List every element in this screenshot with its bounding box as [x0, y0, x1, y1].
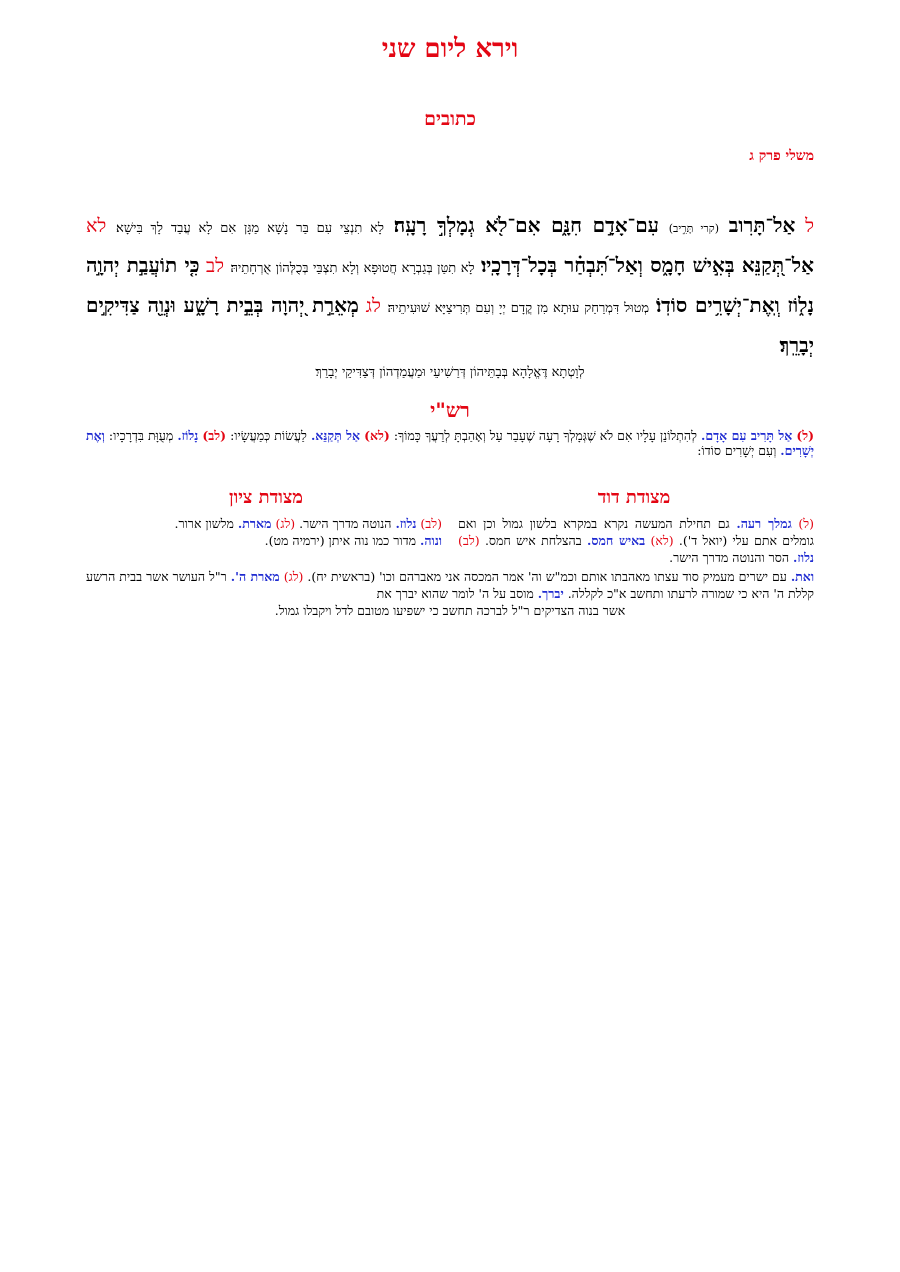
- verse-text: כִּ֤י תוֹעֲבַ֣ת יְהוָ֣ה נָל֑וֹז וְֽאֶת־יְשָׁרִ֥ים סוֹדֽוֹ׃: [86, 253, 815, 317]
- comment-text: לַעֲשׂוֹת כְּמַעֲשָׂיו:: [230, 428, 307, 443]
- page-title: וירא ליום שני: [381, 34, 519, 64]
- comment-number: (לב): [202, 428, 227, 443]
- rashi-commentary: [86, 428, 814, 458]
- rashi-title: רש"י: [430, 398, 470, 422]
- metzudat-david-commentary: [458, 515, 814, 566]
- comment-number: (לב): [458, 533, 480, 548]
- section-title: כתובים: [424, 108, 476, 130]
- comment-text: גם תחילת המעשה נקרא במקרא בלשון גמול וכן ואם גומלים אתם עלי (יואל ד').: [458, 516, 814, 548]
- metzudat-zion-commentary: [86, 515, 442, 549]
- comment-text: מדור כמו נוה איתן (ירמיה מט).: [264, 533, 416, 548]
- verse-text: מְאֵרַ֣ת יְ֭הוָה בְּבֵ֣ית רָשָׁ֑ע וּנְוֵ֖ה צַדִּיקִ֣ים יְבָרֵֽךְ׃: [86, 293, 814, 357]
- comment-number: (לג): [275, 516, 296, 531]
- comment-heading: ונוה.: [419, 533, 442, 548]
- verse-number: לב: [205, 255, 225, 277]
- comment-text: ר"ל העושר אשר בבית הרשע קללת ה' היא כי שמורה לרעתו ותחשב א"כ לקללה.: [86, 569, 814, 601]
- comment-heading: גמלך רעה.: [736, 516, 792, 531]
- comment-number: (ל): [798, 516, 814, 531]
- verses-block: [86, 207, 814, 365]
- comment-text: אשר בנוה הצדיקים ר"ל לברכה תחשב כי ישפיעו מטובם לדל ויקבלו גמול.: [274, 603, 626, 618]
- verse-text: עִם־אָדָ֣ם חִנָּ֑ם אִם־לֹ֖א גְמָלְךָ֣ רָעָֽה׃: [393, 213, 660, 237]
- chapter-heading: משלי פרק ג: [749, 148, 814, 164]
- comment-heading: נלוז.: [395, 516, 417, 531]
- targum-text: לָא תִנְצֵי עִם בַּר נָשָׁא מַגָּן אִם לָא עֲבַד לָךְ בִּישָׁא׃: [116, 221, 384, 236]
- targum-text: לָא תִטַּן בְּגַבְרָא חֲטוּפָא וְלָא תִצְבֵּי בְּכֻלְּהוֹן אֻרְחָתֵיהּ׃: [230, 261, 475, 276]
- verse-number: לא: [86, 215, 107, 237]
- comment-text: מוסב על ה' לומר שהוא יברך את: [376, 586, 534, 601]
- comment-number: (ל): [796, 428, 815, 443]
- qere-note: (קרי תָּרִ֣יב): [668, 222, 719, 235]
- comment-heading: נלוז.: [793, 550, 814, 565]
- targum-text: מְטוּל דִּמְרַחַק עוּתָא מִן קֳדָם יְיָ וְעִם תְּרִיצַיָּא שׁוּעִיתֵיהּ׃: [387, 301, 650, 316]
- comment-heading: נָלוֹז.: [177, 428, 199, 443]
- comment-number: (לב): [420, 516, 442, 531]
- verse-text: אַל־תָּרִוב: [728, 213, 796, 237]
- comment-text: בהצלחת איש חמס.: [484, 533, 582, 548]
- comment-number: (לג): [283, 569, 304, 584]
- comment-text: מְעֻוָּת בִּדְרָכָיו:: [108, 428, 174, 443]
- verse-number: לג: [365, 295, 381, 317]
- comment-heading: מארת ה'.: [230, 569, 280, 584]
- comment-heading: אַל תְּקַנֵּא.: [310, 428, 360, 443]
- metzudat-david-title: מצודת דוד: [597, 487, 671, 508]
- comment-heading: אַל תָּרִיב עִם אָדָם.: [700, 428, 793, 443]
- verse-text: אַל־תְּ֭קַנֵּא בְּאִ֣ישׁ חָמָ֑ס וְאַל־תִּ֝בְחַ֗ר בְּכָל־דְּרָכָֽיו׃: [481, 253, 814, 277]
- comment-text: וְעִם יְשָׁרִים סוֹדוֹ:: [697, 443, 777, 458]
- comment-number: (לא): [364, 428, 390, 443]
- comment-text: מלשון ארור.: [174, 516, 234, 531]
- comment-heading: מארת.: [237, 516, 272, 531]
- verse-number: ל: [805, 215, 814, 237]
- comment-heading: וְאֶת יְשָׁרִים.: [86, 428, 814, 458]
- metzudat-zion-title: מצודת ציון: [229, 487, 303, 508]
- comment-text: לְהִתְלוֹנֵן עָלָיו אִם לֹא שֶׁגְּמָלְךָ רָעָה שֶׁעָבַר עַל וְאָהַבְתָּ לְרֵעֲךָ כָּמוֹךָ:: [393, 428, 697, 443]
- comment-heading: יברך.: [537, 586, 564, 601]
- comment-heading: ואת.: [790, 569, 815, 584]
- metzudat-david-continuation: [86, 568, 814, 619]
- comment-number: (לא): [650, 533, 674, 548]
- comment-text: עם ישרים מעמיק סוד עצתו מאהבתו אותם וכמ"ש וה' אמר המכסה אני מאברהם וכו' (בראשית יח).: [307, 569, 787, 584]
- comment-text: הנוטה מדרך הישר.: [299, 516, 392, 531]
- comment-text: הסר והנוטה מדרך הישר.: [669, 550, 790, 565]
- targum-last-line: לְוָטְתָא דֶּאֱלָהָא בְּבָתֵּיהוֹן דְּרַשִׁיעֵי וּמַעֲמַדְהוֹן דְּצַדִּיקֵי יְבָרֵךְ׃: [315, 365, 585, 380]
- comment-heading: באיש חמס.: [587, 533, 646, 548]
